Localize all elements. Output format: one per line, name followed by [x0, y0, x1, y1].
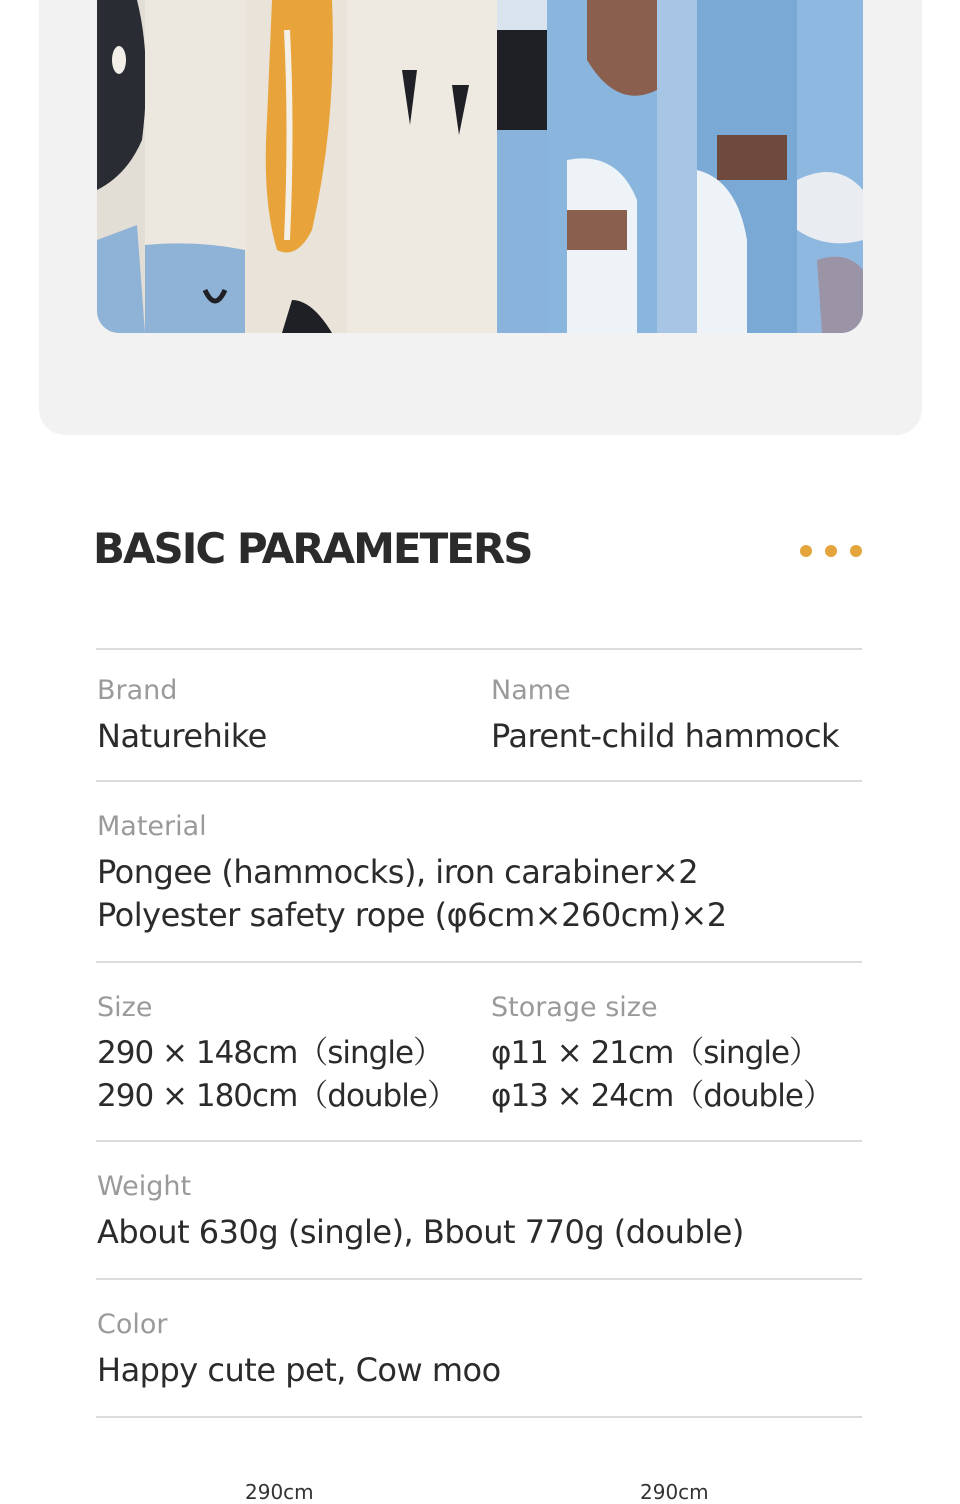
hammock-fabric-photo — [97, 0, 863, 333]
divider — [96, 648, 862, 650]
brand-value: Naturehike — [97, 717, 267, 755]
weight-label: Weight — [97, 1171, 192, 1202]
divider — [96, 1278, 862, 1280]
material-line-1: Pongee (hammocks), iron carabiner×2 — [97, 853, 699, 891]
dot-icon — [825, 545, 837, 557]
dimension-label: 290cm — [245, 1480, 314, 1504]
weight-value: About 630g (single), Bbout 770g (double) — [97, 1213, 744, 1251]
name-label: Name — [491, 675, 571, 706]
decorative-dots — [800, 545, 862, 557]
divider — [96, 1140, 862, 1142]
name-value: Parent-child hammock — [491, 717, 840, 755]
brand-label: Brand — [97, 675, 178, 706]
divider — [96, 1416, 862, 1418]
color-label: Color — [97, 1309, 168, 1340]
color-value: Happy cute pet, Cow moo — [97, 1351, 501, 1389]
size-line-1: 290 × 148cm（single） — [97, 1035, 444, 1071]
material-label: Material — [97, 811, 207, 842]
divider — [96, 780, 862, 782]
divider — [96, 961, 862, 963]
section-title: BASIC PARAMETERS — [93, 524, 532, 573]
material-line-2: Polyester safety rope (φ6cm×260cm)×2 — [97, 896, 727, 934]
dot-icon — [800, 545, 812, 557]
storage-size-line-1: φ11 × 21cm（single） — [491, 1035, 820, 1071]
dot-icon — [850, 545, 862, 557]
size-label: Size — [97, 992, 153, 1023]
storage-size-label: Storage size — [491, 992, 658, 1023]
dimension-label: 290cm — [640, 1480, 709, 1504]
size-line-2: 290 × 180cm（double） — [97, 1078, 457, 1114]
storage-size-line-2: φ13 × 24cm（double） — [491, 1078, 833, 1114]
